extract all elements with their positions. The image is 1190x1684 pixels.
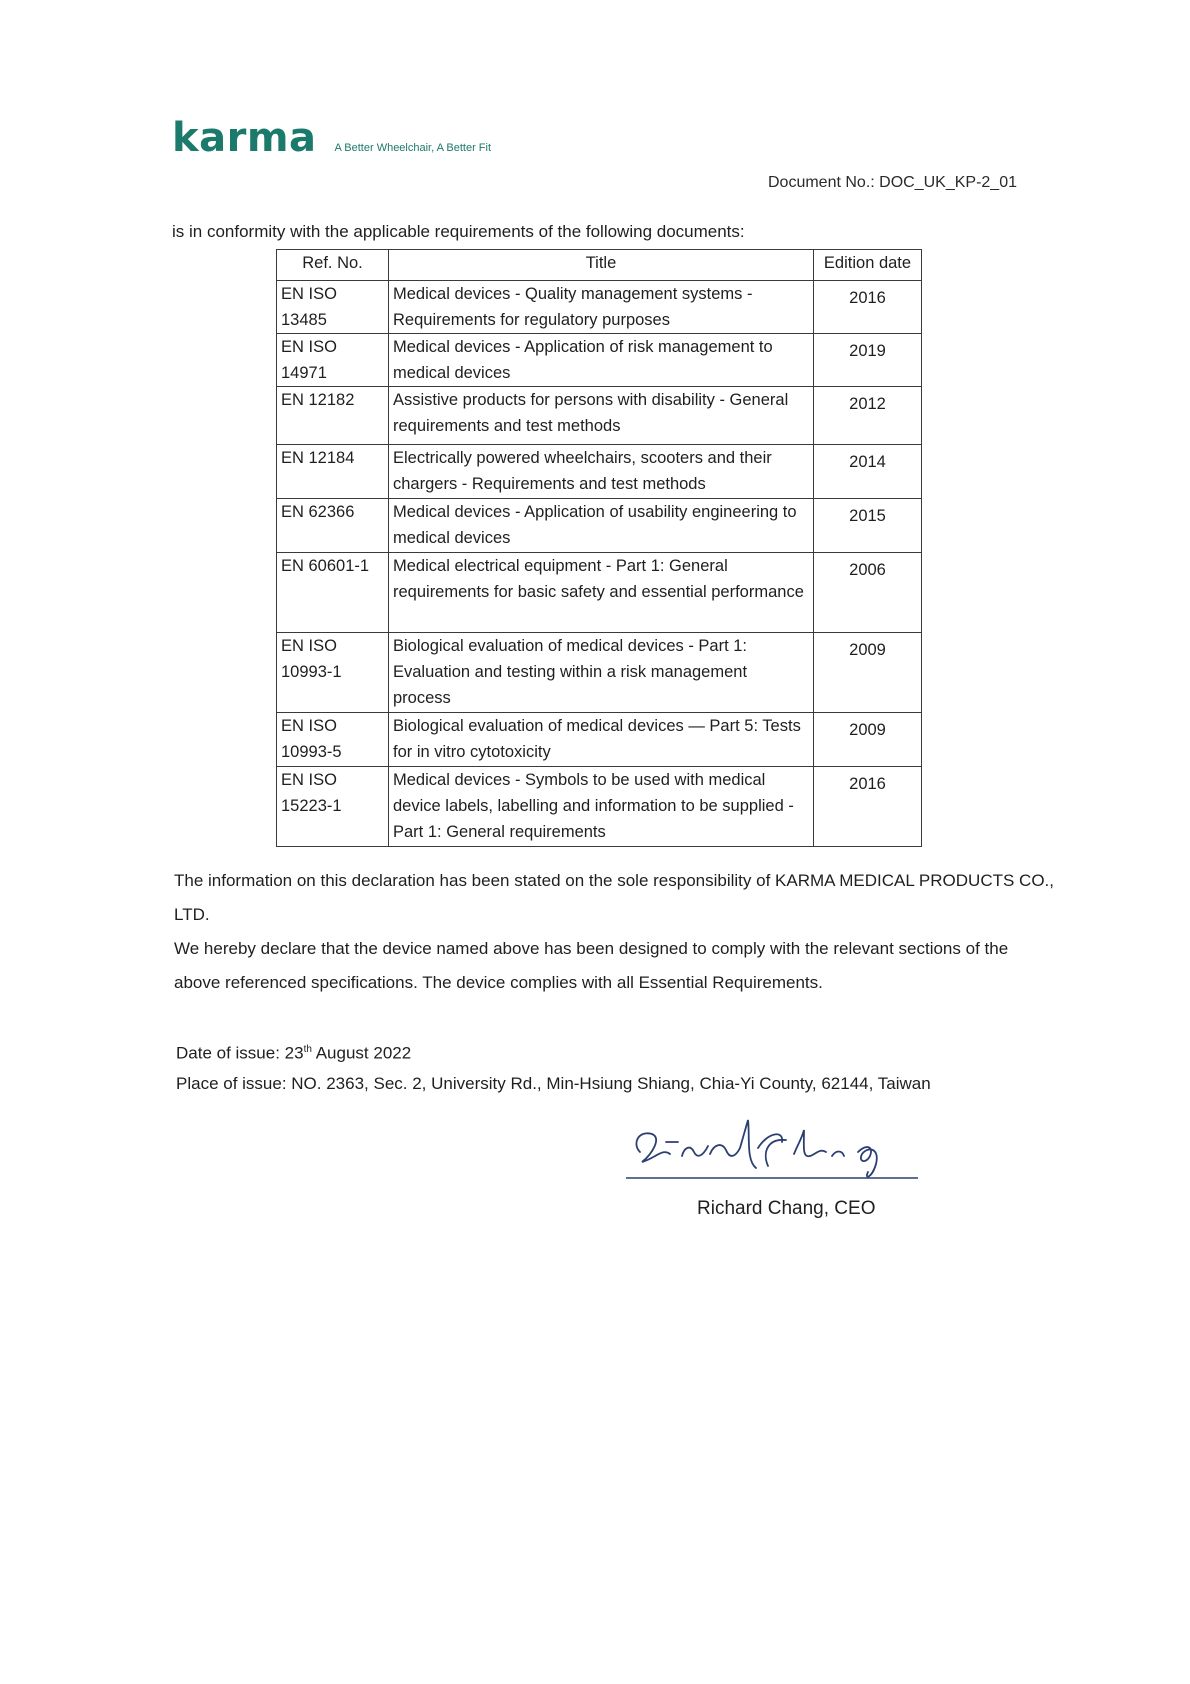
- title-cell: Biological evaluation of medical devices - Part 1: Evaluation and testing within a risk management process: [389, 633, 814, 713]
- table-row: [277, 633, 922, 713]
- title-cell: Medical devices - Application of usability engineering to medical devices: [389, 499, 814, 553]
- table-header-row: [277, 250, 922, 281]
- signatory-name: Richard Chang, CEO: [697, 1198, 876, 1219]
- ref-cell: EN ISO 10993-1: [277, 633, 389, 713]
- edition-cell: 2012: [814, 387, 922, 445]
- issue-date: [176, 1035, 931, 1069]
- table-row: [277, 387, 922, 445]
- table-row: [277, 553, 922, 633]
- ref-cell: EN 12184: [277, 445, 389, 499]
- ref-cell: EN ISO 13485: [277, 281, 389, 334]
- logo-wordmark: karma: [172, 115, 317, 161]
- table-row: [277, 281, 922, 334]
- table-row: [277, 334, 922, 387]
- issue-date-suffix: th: [303, 1044, 312, 1055]
- responsibility-paragraph: The information on this declaration has been stated on the sole responsibility of KARMA MEDICAL PRODUCTS CO., LTD.: [174, 871, 1054, 924]
- standards-table: [276, 249, 922, 847]
- logo-tagline: A Better Wheelchair, A Better Fit: [334, 142, 492, 154]
- table-row: [277, 767, 922, 847]
- title-cell: Medical devices - Quality management systems - Requirements for regulatory purposes: [389, 281, 814, 334]
- issue-date-label: Date of issue:: [176, 1043, 285, 1063]
- title-cell: Biological evaluation of medical devices — Part 5: Tests for in vitro cytotoxicity: [389, 713, 814, 767]
- ref-cell: EN ISO 15223-1: [277, 767, 389, 847]
- issue-place: Place of issue: NO. 2363, Sec. 2, University Rd., Min-Hsiung Shiang, Chia-Yi County, 62144, Taiwan: [176, 1073, 931, 1093]
- issue-date-rest: August 2022: [311, 1043, 412, 1063]
- company-logo: [172, 115, 492, 161]
- ref-cell: EN ISO 14971: [277, 334, 389, 387]
- issue-details: [176, 1035, 931, 1099]
- declaration-paragraph: We hereby declare that the device named above has been designed to comply with the relevant sections of the above referenced specifications. The device complies with all Essential Requirements.: [174, 939, 1009, 992]
- table-row: [277, 713, 922, 767]
- ref-cell: EN ISO 10993-5: [277, 713, 389, 767]
- title-cell: Assistive products for persons with disability - General requirements and test methods: [389, 387, 814, 445]
- title-cell: Medical devices - Symbols to be used with medical device labels, labelling and information to be supplied - Part 1: General requirements: [389, 767, 814, 847]
- edition-cell: 2016: [814, 281, 922, 334]
- column-header-title: Title: [389, 250, 814, 281]
- edition-cell: 2009: [814, 633, 922, 713]
- column-header-ref: Ref. No.: [277, 250, 389, 281]
- edition-cell: 2009: [814, 713, 922, 767]
- handwritten-signature: [618, 1108, 948, 1188]
- ref-cell: EN 60601-1: [277, 553, 389, 633]
- ref-cell: EN 12182: [277, 387, 389, 445]
- table-row: [277, 499, 922, 553]
- edition-cell: 2019: [814, 334, 922, 387]
- title-cell: Electrically powered wheelchairs, scooters and their chargers - Requirements and test methods: [389, 445, 814, 499]
- edition-cell: 2015: [814, 499, 922, 553]
- title-cell: Medical electrical equipment - Part 1: General requirements for basic safety and essential performance: [389, 553, 814, 633]
- title-cell: Medical devices - Application of risk management to medical devices: [389, 334, 814, 387]
- table-row: [277, 445, 922, 499]
- edition-cell: 2016: [814, 767, 922, 847]
- issue-date-day: 23: [284, 1043, 304, 1063]
- document-number: Document No.: DOC_UK_KP-2_01: [768, 174, 1017, 191]
- conformity-intro: is in conformity with the applicable requirements of the following documents:: [172, 222, 745, 241]
- edition-cell: 2006: [814, 553, 922, 633]
- column-header-edition: Edition date: [814, 250, 922, 281]
- edition-cell: 2014: [814, 445, 922, 499]
- declaration-statement: [174, 864, 1054, 1000]
- ref-cell: EN 62366: [277, 499, 389, 553]
